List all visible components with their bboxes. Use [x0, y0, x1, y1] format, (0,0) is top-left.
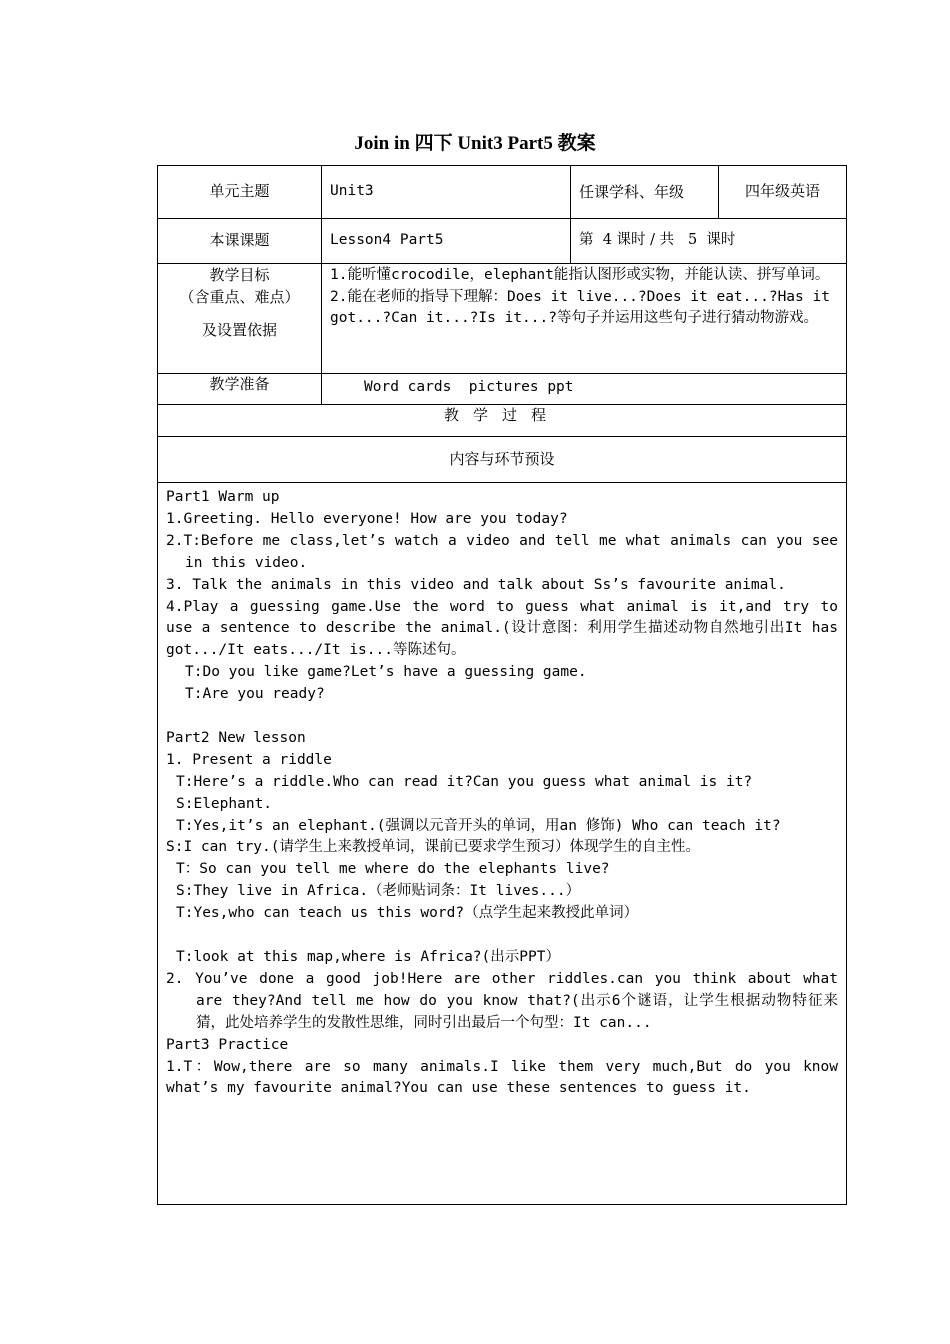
part1-line-6: T:Are you ready?: [185, 686, 325, 703]
part2-line-10: 2. You’ve done a good job!Here are other riddles.can you think about what are they?And tell me how do you know that?(出示6个谜语，让学生根据动物特征来猜，此处培养学生的发散性思维，同时引出最后一个句型：It can...: [166, 970, 838, 1031]
part2-title: Part2 New lesson: [166, 729, 306, 746]
part2-line-4: T:Yes,it’s an elephant.(强调以元音开头的单词，用an 修饰) Who can teach it?: [176, 817, 781, 834]
objectives-label-2: （含重点、难点）: [179, 287, 300, 306]
objectives-label-3: 及设置依据: [201, 321, 277, 340]
part2-line-5: S:I can try.(请学生上来教授单词，课前已要求学生预习）体现学生的自主性。: [166, 839, 700, 856]
part2-line-6: T：So can you tell me where do the elephants live?: [176, 861, 610, 878]
spacer: [166, 706, 838, 728]
lesson-topic-value: Lesson4 Part5: [322, 219, 571, 264]
teacher-grade-label: 任课学科、年级: [571, 166, 719, 219]
objective-2: 2.能在老师的指导下理解：Does it live...?Does it eat...?Has it got...?Can it...?Is it...?等句子并运用这些句子进行猜动物游戏。: [330, 288, 830, 327]
objectives-label-1: 教学目标: [209, 266, 270, 284]
objective-1: 1.能听懂crocodile，elephant能指认图形或实物，并能认读、拼写单词。: [330, 267, 830, 283]
part2-line-9: T:look at this map,where is Africa?(出示PPT）: [176, 949, 560, 965]
part1-title: Part1 Warm up: [166, 489, 280, 505]
content-heading: 内容与环节预设: [158, 437, 847, 483]
preparation-row: [158, 374, 847, 405]
unit-theme-value: Unit3: [322, 166, 571, 219]
part3-line-1: 1.T：Wow,there are so many animals.I like them very much,But do you know what’s my favourite animal?You can use these sentences to guess it.: [166, 1058, 838, 1097]
document-title: Join in 四下 Unit3 Part5 教案: [354, 133, 596, 154]
process-heading-row: [158, 405, 847, 437]
part3-title: Part3 Practice: [166, 1036, 289, 1053]
part2-line-8: T:Yes,who can teach us this word?（点学生起来教授此单词）: [176, 905, 639, 922]
lesson-count: 第 4 课时 / 共 5 课时: [571, 219, 847, 264]
process-content: [158, 483, 847, 1205]
process-content-row: [158, 483, 847, 1205]
teacher-grade-value: 四年级英语: [719, 166, 847, 219]
process-heading: 教学过程: [158, 405, 847, 437]
lesson-topic-row: [158, 219, 847, 264]
preparation-label: 教学准备: [158, 374, 322, 405]
part1-line-1: 1.Greeting. Hello everyone! How are you today?: [166, 510, 568, 527]
part1-line-2: 2.T:Before me class,let’s watch a video and tell me what animals can you see in this video.: [166, 532, 838, 571]
lesson-topic-label: 本课课题: [158, 219, 322, 264]
preparation-value: Word cards pictures ppt: [322, 374, 847, 405]
part2-line-3: S:Elephant.: [176, 795, 273, 812]
part2-line-7: S:They live in Africa.（老师贴词条：It lives...）: [176, 883, 581, 900]
part2-line-1: 1. Present a riddle: [166, 751, 332, 768]
part2-line-2: T:Here’s a riddle.Who can read it?Can you guess what animal is it?: [176, 773, 753, 790]
part1-line-5: T:Do you like game?Let’s have a guessing game.: [185, 664, 587, 681]
objectives-row: [158, 264, 847, 374]
part1-line-4: 4.Play a guessing game.Use the word to guess what animal is it,and try to use a sentence to describe the animal.(设计意图：利用学生描述动物自然地引出It has got.../It eats.../It is...等陈述句。: [166, 598, 838, 659]
unit-theme-row: [158, 166, 847, 219]
content-heading-row: [158, 437, 847, 483]
part1-line-3: 3. Talk the animals in this video and talk about Ss’s favourite animal.: [166, 576, 786, 593]
unit-theme-label: 单元主题: [158, 166, 322, 219]
lesson-plan-table: [157, 165, 847, 1205]
spacer: [166, 925, 838, 947]
